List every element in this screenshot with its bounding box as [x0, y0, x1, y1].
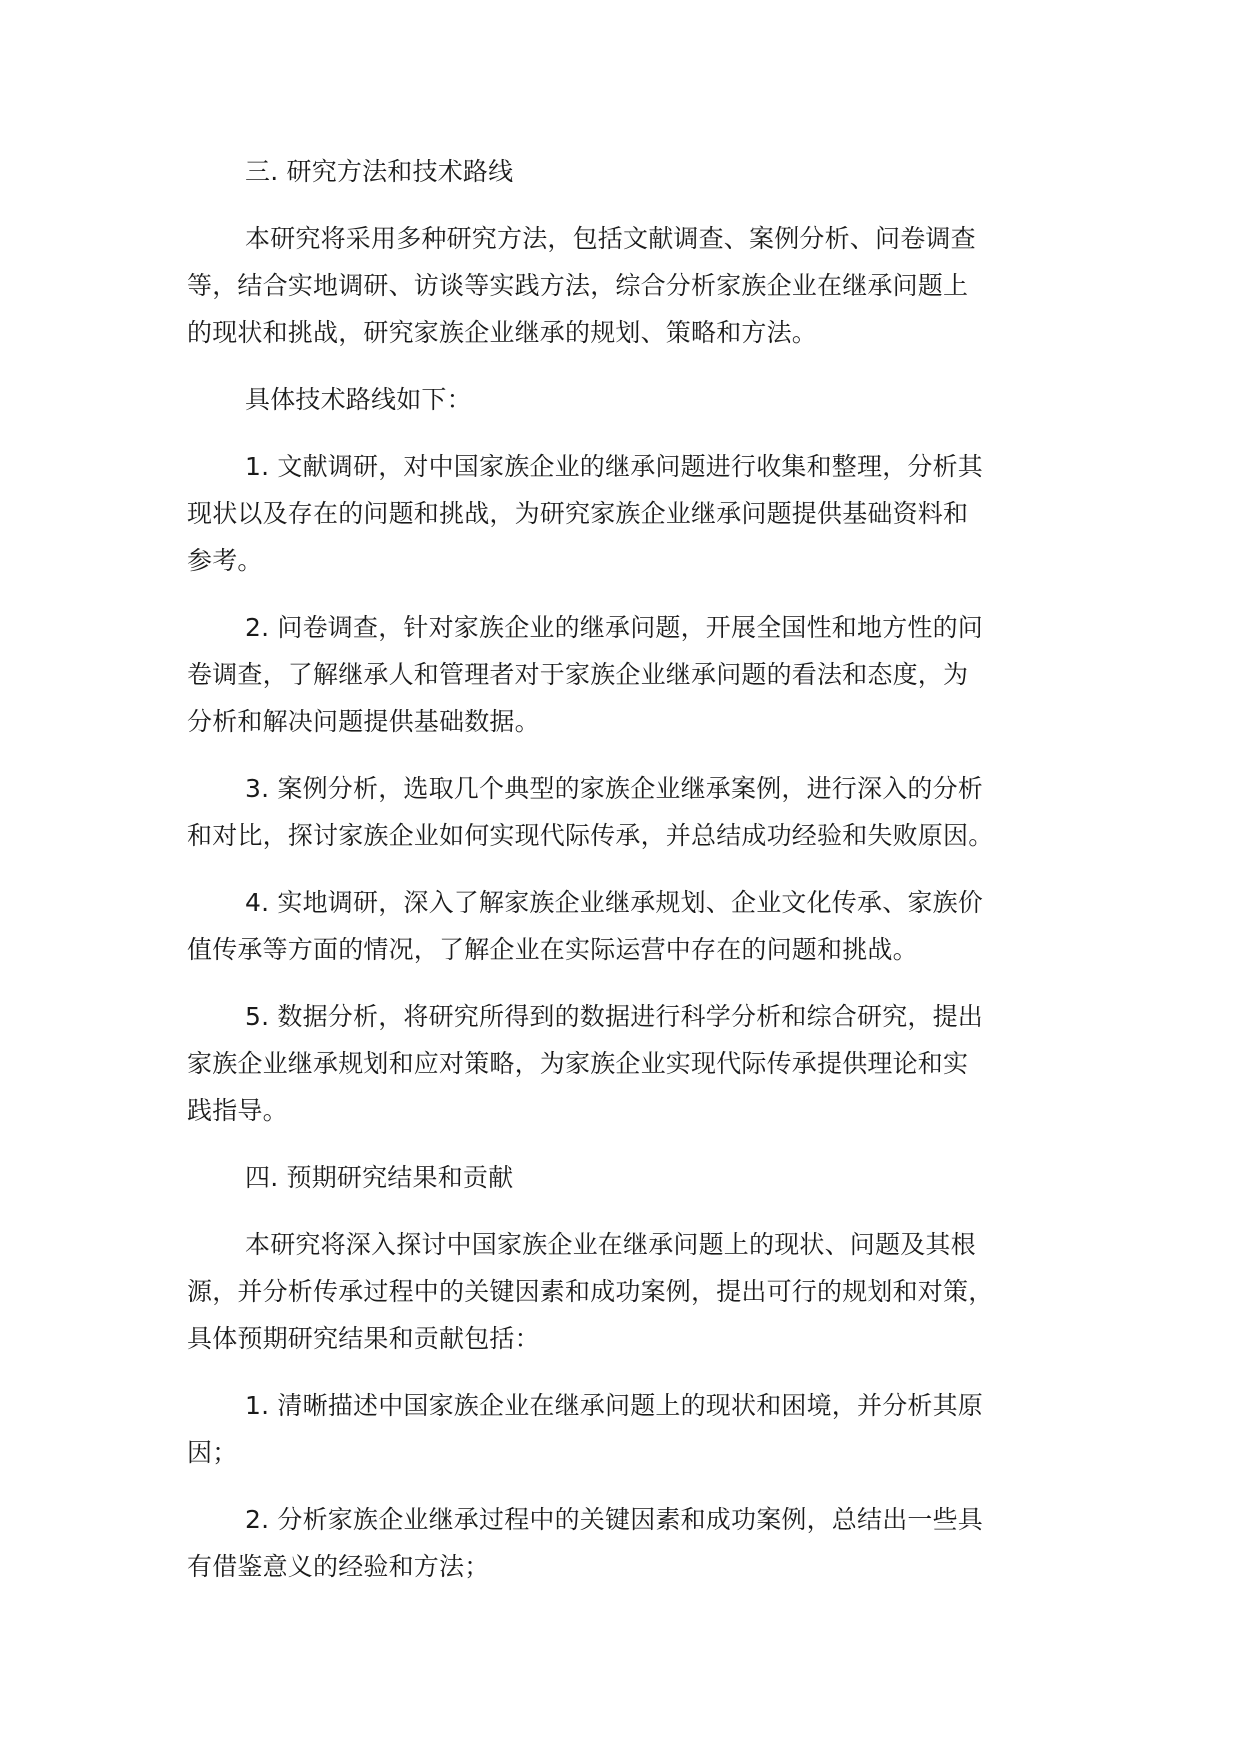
text-line: 家族企业继承规划和应对策略，为家族企业实现代际传承提供理论和实 — [187, 1049, 969, 1078]
list-item-result-2 — [187, 1496, 1067, 1590]
text-line: 和对比，探讨家族企业如何实现代际传承，并总结成功经验和失败原因。 — [187, 821, 994, 850]
text-line: 值传承等方面的情况，了解企业在实际运营中存在的问题和挑战。 — [187, 935, 918, 964]
text-line: 参考。 — [187, 546, 263, 575]
list-item-result-1 — [187, 1382, 1067, 1476]
paragraph-methods-intro — [187, 215, 1067, 356]
text-line: 3. 案例分析，选取几个典型的家族企业继承案例，进行深入的分析 — [245, 774, 984, 803]
text-line: 本研究将采用多种研究方法，包括文献调查、案例分析、问卷调查 — [245, 224, 976, 253]
text-line: 2. 问卷调查，针对家族企业的继承问题，开展全国性和地方性的问 — [245, 613, 984, 642]
text-line: 具体技术路线如下： — [245, 385, 472, 414]
text-line: 源，并分析传承过程中的关键因素和成功案例，提出可行的规划和对策， — [187, 1277, 994, 1306]
paragraph-results-intro — [187, 1221, 1067, 1362]
text-line: 本研究将深入探讨中国家族企业在继承问题上的现状、问题及其根 — [245, 1230, 976, 1259]
text-line: 现状以及存在的问题和挑战，为研究家族企业继承问题提供基础资料和 — [187, 499, 969, 528]
list-item-literature — [187, 443, 1067, 584]
section-heading-expected-results: 四. 预期研究结果和贡献 — [245, 1163, 514, 1192]
text-line: 卷调查，了解继承人和管理者对于家族企业继承问题的看法和态度，为 — [187, 660, 969, 689]
section-heading-methods: 三. 研究方法和技术路线 — [245, 157, 514, 186]
text-line: 因； — [187, 1438, 238, 1467]
list-item-field-research — [187, 879, 1067, 973]
text-line: 践指导。 — [187, 1096, 288, 1125]
text-line: 的现状和挑战，研究家族企业继承的规划、策略和方法。 — [187, 318, 818, 347]
text-line: 1. 清晰描述中国家族企业在继承问题上的现状和困境，并分析其原 — [245, 1391, 984, 1420]
text-line: 分析和解决问题提供基础数据。 — [187, 707, 540, 736]
text-line: 2. 分析家族企业继承过程中的关键因素和成功案例，总结出一些具 — [245, 1505, 984, 1534]
list-item-case-study — [187, 765, 1067, 859]
text-line: 等，结合实地调研、访谈等实践方法，综合分析家族企业在继承问题上 — [187, 271, 969, 300]
text-line: 4. 实地调研，深入了解家族企业继承规划、企业文化传承、家族价 — [245, 888, 984, 917]
text-line: 有借鉴意义的经验和方法； — [187, 1552, 490, 1581]
text-line: 具体预期研究结果和贡献包括： — [187, 1324, 540, 1353]
document-page — [187, 148, 1067, 1610]
list-item-data-analysis — [187, 993, 1067, 1134]
text-line: 5. 数据分析，将研究所得到的数据进行科学分析和综合研究，提出 — [245, 1002, 984, 1031]
paragraph-route-intro — [187, 376, 1067, 423]
text-line: 1. 文献调研，对中国家族企业的继承问题进行收集和整理，分析其 — [245, 452, 984, 481]
list-item-survey — [187, 604, 1067, 745]
